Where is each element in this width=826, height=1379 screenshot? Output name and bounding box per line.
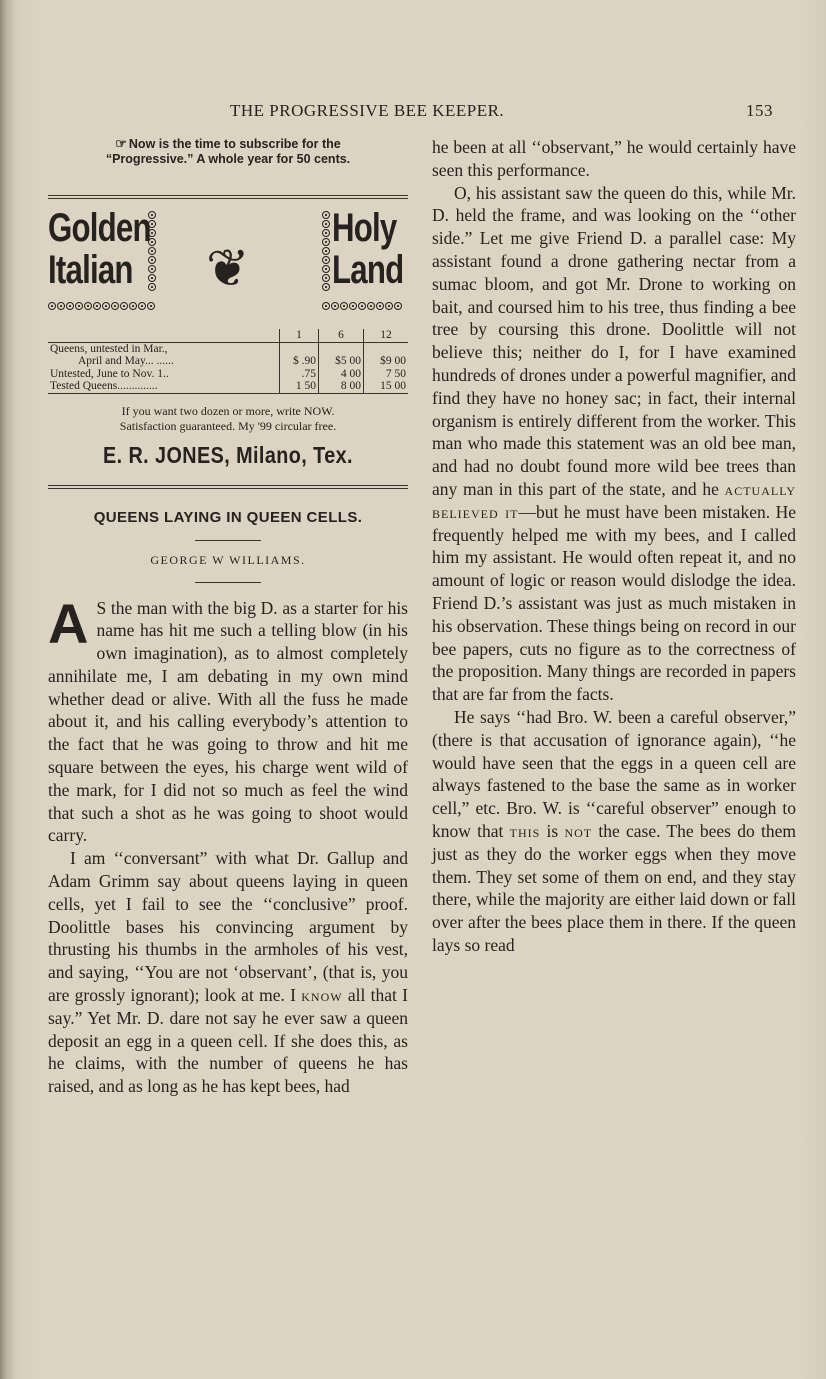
dot-border-left-vertical	[148, 211, 156, 291]
left-column	[48, 136, 408, 1098]
price-cell: 4 00	[319, 368, 364, 381]
price-header-12: 12	[364, 329, 409, 342]
word-golden: Golden	[48, 206, 151, 250]
dot-border-left-horizontal	[48, 302, 155, 310]
ornament-leaf-icon: ❦	[206, 239, 250, 299]
price-row-label: Tested Queens..............	[48, 380, 280, 393]
subscribe-line-1: Now is the time to subscribe for the	[128, 137, 341, 151]
price-cell: 8 00	[319, 380, 364, 393]
price-cell: $ .90	[280, 342, 319, 368]
running-title: THE PROGRESSIVE BEE KEEPER.	[230, 101, 505, 120]
price-cell: .75	[280, 368, 319, 381]
article-paragraph: he been at all ‘‘observant,” he would certainly have seen this performance.	[432, 137, 796, 180]
price-header-1: 1	[280, 329, 319, 342]
price-cell: 7 50	[364, 368, 409, 381]
article-paragraph: I am ‘‘conversant” with what Dr. Gallup and Adam Grimm say about queens laying in queen cells, yet I fail to see the ‘‘conclusive” proof. Doolittle bases his convincing argument by thrusting his thumbs in the armholes of his vest, and saying, ‘‘You are not ‘observant’, (that is, you are grossly ignorant); look at me. I know all that I say.” Yet Mr. D. dare not say he ever saw a queen deposit an egg in a queen cell. If she does this, as he claims, with the number of queens he has raised, and as long as he has kept bees, had	[48, 848, 408, 1097]
queen-advertisement-banner	[48, 199, 408, 327]
word-italian: Italian	[48, 248, 133, 292]
ad-note: If you want two dozen or more, write NOW. Satisfaction guaranteed. My '99 circular free.	[119, 403, 337, 433]
short-rule	[195, 540, 261, 541]
price-cell: $5 00	[319, 342, 364, 368]
price-header-label	[48, 329, 280, 342]
double-rule-bottom	[48, 485, 408, 489]
article-paragraph: A S the man with the big D. as a starter for his name has hit me such a telling blow (in his own imagination), as to almost completely annihilate me, I am debating in my own mind whether dead or alive. With all the fuss he made about it, and his calling everybody’s attention to the fact that he was going to throw and hit me square between the eyes, his charge went wild of the mark, for I did not so much as feel the wind that such a shot as he was going to shoot would carry.	[48, 591, 408, 846]
article-title: QUEENS LAYING IN QUEEN CELLS.	[93, 508, 363, 526]
drop-cap: A	[48, 591, 89, 655]
article-author: GEORGE W WILLIAMS.	[150, 552, 306, 567]
price-row-label: Queens, untested in Mar., April and May... ......	[50, 342, 174, 367]
price-cell: 1 50	[280, 380, 319, 393]
price-row-label: Untested, June to Nov. 1..	[50, 367, 169, 380]
pointing-hand-icon: ☞	[115, 136, 127, 151]
word-land: Land	[332, 248, 404, 292]
price-cell: 15 00	[364, 380, 409, 393]
page-number: 153	[746, 101, 773, 120]
subscribe-line-2: “Progressive.” A whole year for 50 cents.	[105, 152, 351, 166]
advertiser-name: E. R. JONES, Milano, Tex.	[102, 441, 353, 468]
subscribe-notice	[48, 136, 408, 167]
dot-border-right-horizontal	[322, 302, 402, 310]
short-rule	[195, 582, 261, 583]
right-column	[432, 136, 796, 957]
dot-border-right-vertical	[322, 211, 330, 291]
article-paragraph: O, his assistant saw the queen do this, while Mr. D. held the frame, and was looking on the ‘‘other side.” Let me give Friend D. a parallel case: My assistant found a drone gathering nectar from a sumac bloom, and got Mr. Drone to working on bait, and coursed him to his tree, thus finding a bee tree by coursing this drone. Doolittle will not believe this; neither do I, for I have examined hundreds of drones under a powerful magnifier, and find they have no honey sac; in fact, their internal organism is entirely different from the worker. This man who made this statement was an old bee man, and had no doubt found more wild bee trees than any man in this part of the state, and he actually believed it—but he must have been mistaken. He frequently helped me with my bees, and I called him my assistant. He would often repeat it, and no amount of logic or reason would dislodge the idea. Friend D.’s assistant was just as much mistaken in his observation. These things being on record in our bee papers, cuts no figure as to the correctness of the proposition. Many things are recorded in papers that are far from the facts.	[432, 182, 796, 705]
price-cell: $9 00	[364, 342, 409, 368]
running-header	[48, 101, 773, 125]
word-holy: Holy	[332, 206, 397, 250]
price-table	[48, 329, 408, 394]
price-header-6: 6	[319, 329, 364, 342]
article-paragraph: He says ‘‘had Bro. W. been a careful observer,” (there is that accusation of ignorance again), ‘‘he would have seen that the eggs in a queen cell are always fastened to the base the same as in worker cell,” etc. Bro. W. is ‘‘careful observer” enough to know that this is not the case. The bees do them just as they do the worker eggs when they move them. They set some of them on end, and they stay there, while the majority are either laid down or fall over after the bees place them in there. If the queen lays so read	[432, 706, 796, 955]
